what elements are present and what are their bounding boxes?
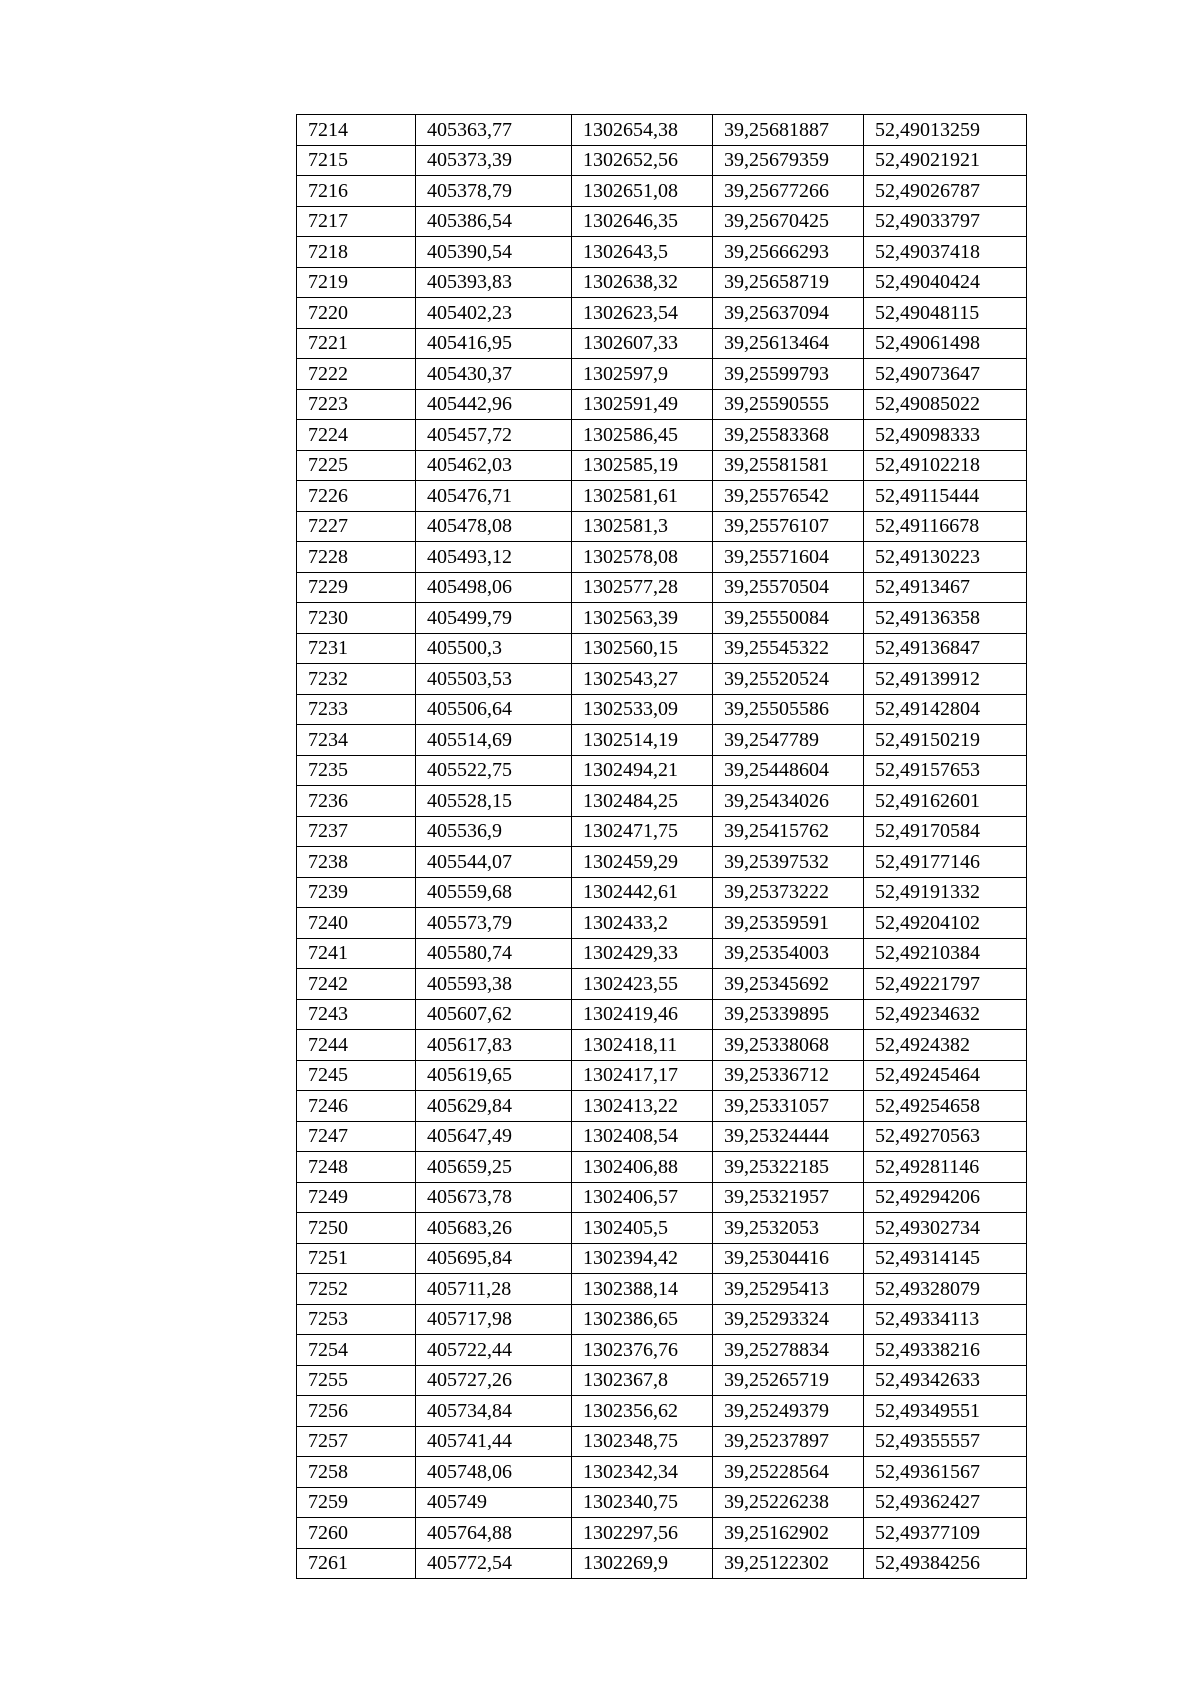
x-coordinate-cell: 405457,72 — [416, 420, 572, 451]
point-number-cell: 7237 — [297, 816, 416, 847]
table-row — [297, 633, 1027, 664]
x-coordinate-cell: 405593,38 — [416, 969, 572, 1000]
x-coordinate-cell: 405544,07 — [416, 847, 572, 878]
longitude-cell: 39,25339895 — [713, 999, 864, 1030]
y-coordinate-cell: 1302459,29 — [572, 847, 713, 878]
x-coordinate-cell: 405499,79 — [416, 603, 572, 634]
y-coordinate-cell: 1302388,14 — [572, 1274, 713, 1305]
latitude-cell: 52,49170584 — [864, 816, 1027, 847]
latitude-cell: 52,49362427 — [864, 1487, 1027, 1518]
table-row — [297, 816, 1027, 847]
x-coordinate-cell: 405493,12 — [416, 542, 572, 573]
longitude-cell: 39,25448604 — [713, 755, 864, 786]
point-number-cell: 7259 — [297, 1487, 416, 1518]
table-row — [297, 1274, 1027, 1305]
table-row — [297, 450, 1027, 481]
latitude-cell: 52,49150219 — [864, 725, 1027, 756]
longitude-cell: 39,25581581 — [713, 450, 864, 481]
latitude-cell: 52,4913467 — [864, 572, 1027, 603]
latitude-cell: 52,49245464 — [864, 1060, 1027, 1091]
latitude-cell: 52,49361567 — [864, 1457, 1027, 1488]
y-coordinate-cell: 1302646,35 — [572, 206, 713, 237]
longitude-cell: 39,25520524 — [713, 664, 864, 695]
y-coordinate-cell: 1302405,5 — [572, 1213, 713, 1244]
y-coordinate-cell: 1302654,38 — [572, 115, 713, 146]
longitude-cell: 39,25613464 — [713, 328, 864, 359]
table-row — [297, 1335, 1027, 1366]
point-number-cell: 7239 — [297, 877, 416, 908]
table-row — [297, 328, 1027, 359]
y-coordinate-cell: 1302367,8 — [572, 1365, 713, 1396]
y-coordinate-cell: 1302581,3 — [572, 511, 713, 542]
x-coordinate-cell: 405764,88 — [416, 1518, 572, 1549]
table-row — [297, 847, 1027, 878]
point-number-cell: 7231 — [297, 633, 416, 664]
longitude-cell: 39,25293324 — [713, 1304, 864, 1335]
longitude-cell: 39,25583368 — [713, 420, 864, 451]
latitude-cell: 52,49040424 — [864, 267, 1027, 298]
longitude-cell: 39,25397532 — [713, 847, 864, 878]
x-coordinate-cell: 405514,69 — [416, 725, 572, 756]
point-number-cell: 7235 — [297, 755, 416, 786]
y-coordinate-cell: 1302638,32 — [572, 267, 713, 298]
latitude-cell: 52,49102218 — [864, 450, 1027, 481]
x-coordinate-cell: 405695,84 — [416, 1243, 572, 1274]
table-row — [297, 1487, 1027, 1518]
y-coordinate-cell: 1302586,45 — [572, 420, 713, 451]
latitude-cell: 52,49085022 — [864, 389, 1027, 420]
y-coordinate-cell: 1302297,56 — [572, 1518, 713, 1549]
x-coordinate-cell: 405416,95 — [416, 328, 572, 359]
point-number-cell: 7226 — [297, 481, 416, 512]
latitude-cell: 52,49177146 — [864, 847, 1027, 878]
table-row — [297, 1396, 1027, 1427]
point-number-cell: 7261 — [297, 1548, 416, 1579]
longitude-cell: 39,25681887 — [713, 115, 864, 146]
table-row — [297, 1304, 1027, 1335]
x-coordinate-cell: 405373,39 — [416, 145, 572, 176]
point-number-cell: 7217 — [297, 206, 416, 237]
longitude-cell: 39,25162902 — [713, 1518, 864, 1549]
point-number-cell: 7216 — [297, 176, 416, 207]
longitude-cell: 39,25677266 — [713, 176, 864, 207]
y-coordinate-cell: 1302591,49 — [572, 389, 713, 420]
y-coordinate-cell: 1302563,39 — [572, 603, 713, 634]
point-number-cell: 7223 — [297, 389, 416, 420]
table-row — [297, 1365, 1027, 1396]
longitude-cell: 39,25571604 — [713, 542, 864, 573]
point-number-cell: 7215 — [297, 145, 416, 176]
x-coordinate-cell: 405442,96 — [416, 389, 572, 420]
latitude-cell: 52,49349551 — [864, 1396, 1027, 1427]
x-coordinate-cell: 405386,54 — [416, 206, 572, 237]
latitude-cell: 52,49162601 — [864, 786, 1027, 817]
x-coordinate-cell: 405559,68 — [416, 877, 572, 908]
longitude-cell: 39,25228564 — [713, 1457, 864, 1488]
longitude-cell: 39,25338068 — [713, 1030, 864, 1061]
point-number-cell: 7238 — [297, 847, 416, 878]
table-row — [297, 999, 1027, 1030]
latitude-cell: 52,49037418 — [864, 237, 1027, 268]
latitude-cell: 52,49013259 — [864, 115, 1027, 146]
x-coordinate-cell: 405619,65 — [416, 1060, 572, 1091]
x-coordinate-cell: 405629,84 — [416, 1091, 572, 1122]
point-number-cell: 7232 — [297, 664, 416, 695]
table-row — [297, 1121, 1027, 1152]
longitude-cell: 39,2532053 — [713, 1213, 864, 1244]
table-row — [297, 1030, 1027, 1061]
point-number-cell: 7253 — [297, 1304, 416, 1335]
longitude-cell: 39,25505586 — [713, 694, 864, 725]
x-coordinate-cell: 405647,49 — [416, 1121, 572, 1152]
latitude-cell: 52,49139912 — [864, 664, 1027, 695]
point-number-cell: 7247 — [297, 1121, 416, 1152]
table-row — [297, 1213, 1027, 1244]
x-coordinate-cell: 405741,44 — [416, 1426, 572, 1457]
y-coordinate-cell: 1302471,75 — [572, 816, 713, 847]
table-row — [297, 481, 1027, 512]
point-number-cell: 7245 — [297, 1060, 416, 1091]
longitude-cell: 39,25545322 — [713, 633, 864, 664]
longitude-cell: 39,25570504 — [713, 572, 864, 603]
table-row — [297, 1152, 1027, 1183]
latitude-cell: 52,49234632 — [864, 999, 1027, 1030]
longitude-cell: 39,25249379 — [713, 1396, 864, 1427]
latitude-cell: 52,49204102 — [864, 908, 1027, 939]
longitude-cell: 39,25237897 — [713, 1426, 864, 1457]
y-coordinate-cell: 1302417,17 — [572, 1060, 713, 1091]
longitude-cell: 39,25576107 — [713, 511, 864, 542]
longitude-cell: 39,25576542 — [713, 481, 864, 512]
coordinates-table — [296, 114, 1027, 1579]
x-coordinate-cell: 405659,25 — [416, 1152, 572, 1183]
y-coordinate-cell: 1302386,65 — [572, 1304, 713, 1335]
y-coordinate-cell: 1302652,56 — [572, 145, 713, 176]
longitude-cell: 39,25122302 — [713, 1548, 864, 1579]
x-coordinate-cell: 405573,79 — [416, 908, 572, 939]
table-row — [297, 145, 1027, 176]
x-coordinate-cell: 405478,08 — [416, 511, 572, 542]
y-coordinate-cell: 1302585,19 — [572, 450, 713, 481]
table-row — [297, 1457, 1027, 1488]
latitude-cell: 52,49270563 — [864, 1121, 1027, 1152]
y-coordinate-cell: 1302578,08 — [572, 542, 713, 573]
latitude-cell: 52,4924382 — [864, 1030, 1027, 1061]
point-number-cell: 7257 — [297, 1426, 416, 1457]
y-coordinate-cell: 1302376,76 — [572, 1335, 713, 1366]
latitude-cell: 52,49026787 — [864, 176, 1027, 207]
x-coordinate-cell: 405717,98 — [416, 1304, 572, 1335]
longitude-cell: 39,25336712 — [713, 1060, 864, 1091]
x-coordinate-cell: 405607,62 — [416, 999, 572, 1030]
y-coordinate-cell: 1302408,54 — [572, 1121, 713, 1152]
longitude-cell: 39,25265719 — [713, 1365, 864, 1396]
table-row — [297, 1518, 1027, 1549]
y-coordinate-cell: 1302643,5 — [572, 237, 713, 268]
latitude-cell: 52,49142804 — [864, 694, 1027, 725]
table-row — [297, 420, 1027, 451]
coordinates-table-body — [297, 115, 1027, 1579]
y-coordinate-cell: 1302340,75 — [572, 1487, 713, 1518]
point-number-cell: 7250 — [297, 1213, 416, 1244]
point-number-cell: 7255 — [297, 1365, 416, 1396]
latitude-cell: 52,49021921 — [864, 145, 1027, 176]
point-number-cell: 7240 — [297, 908, 416, 939]
x-coordinate-cell: 405734,84 — [416, 1396, 572, 1427]
point-number-cell: 7222 — [297, 359, 416, 390]
longitude-cell: 39,25359591 — [713, 908, 864, 939]
latitude-cell: 52,49210384 — [864, 938, 1027, 969]
x-coordinate-cell: 405522,75 — [416, 755, 572, 786]
x-coordinate-cell: 405363,77 — [416, 115, 572, 146]
point-number-cell: 7229 — [297, 572, 416, 603]
longitude-cell: 39,25637094 — [713, 298, 864, 329]
y-coordinate-cell: 1302419,46 — [572, 999, 713, 1030]
longitude-cell: 39,25331057 — [713, 1091, 864, 1122]
table-row — [297, 755, 1027, 786]
y-coordinate-cell: 1302406,88 — [572, 1152, 713, 1183]
point-number-cell: 7233 — [297, 694, 416, 725]
table-row — [297, 786, 1027, 817]
table-row — [297, 877, 1027, 908]
latitude-cell: 52,49294206 — [864, 1182, 1027, 1213]
point-number-cell: 7244 — [297, 1030, 416, 1061]
latitude-cell: 52,49033797 — [864, 206, 1027, 237]
table-row — [297, 1243, 1027, 1274]
latitude-cell: 52,49061498 — [864, 328, 1027, 359]
table-row — [297, 542, 1027, 573]
latitude-cell: 52,49338216 — [864, 1335, 1027, 1366]
y-coordinate-cell: 1302623,54 — [572, 298, 713, 329]
y-coordinate-cell: 1302581,61 — [572, 481, 713, 512]
longitude-cell: 39,25278834 — [713, 1335, 864, 1366]
x-coordinate-cell: 405528,15 — [416, 786, 572, 817]
point-number-cell: 7252 — [297, 1274, 416, 1305]
latitude-cell: 52,49377109 — [864, 1518, 1027, 1549]
point-number-cell: 7258 — [297, 1457, 416, 1488]
table-row — [297, 969, 1027, 1000]
x-coordinate-cell: 405673,78 — [416, 1182, 572, 1213]
x-coordinate-cell: 405378,79 — [416, 176, 572, 207]
latitude-cell: 52,49355557 — [864, 1426, 1027, 1457]
longitude-cell: 39,25434026 — [713, 786, 864, 817]
y-coordinate-cell: 1302577,28 — [572, 572, 713, 603]
table-row — [297, 511, 1027, 542]
x-coordinate-cell: 405536,9 — [416, 816, 572, 847]
longitude-cell: 39,25345692 — [713, 969, 864, 1000]
longitude-cell: 39,25322185 — [713, 1152, 864, 1183]
point-number-cell: 7220 — [297, 298, 416, 329]
point-number-cell: 7227 — [297, 511, 416, 542]
latitude-cell: 52,49254658 — [864, 1091, 1027, 1122]
point-number-cell: 7243 — [297, 999, 416, 1030]
latitude-cell: 52,49328079 — [864, 1274, 1027, 1305]
point-number-cell: 7230 — [297, 603, 416, 634]
table-row — [297, 206, 1027, 237]
longitude-cell: 39,25599793 — [713, 359, 864, 390]
y-coordinate-cell: 1302413,22 — [572, 1091, 713, 1122]
table-row — [297, 694, 1027, 725]
y-coordinate-cell: 1302269,9 — [572, 1548, 713, 1579]
y-coordinate-cell: 1302418,11 — [572, 1030, 713, 1061]
longitude-cell: 39,25321957 — [713, 1182, 864, 1213]
table-row — [297, 1426, 1027, 1457]
point-number-cell: 7236 — [297, 786, 416, 817]
table-row — [297, 725, 1027, 756]
table-row — [297, 1060, 1027, 1091]
point-number-cell: 7249 — [297, 1182, 416, 1213]
longitude-cell: 39,25354003 — [713, 938, 864, 969]
y-coordinate-cell: 1302394,42 — [572, 1243, 713, 1274]
table-row — [297, 267, 1027, 298]
point-number-cell: 7246 — [297, 1091, 416, 1122]
y-coordinate-cell: 1302484,25 — [572, 786, 713, 817]
y-coordinate-cell: 1302597,9 — [572, 359, 713, 390]
y-coordinate-cell: 1302348,75 — [572, 1426, 713, 1457]
point-number-cell: 7228 — [297, 542, 416, 573]
x-coordinate-cell: 405748,06 — [416, 1457, 572, 1488]
table-row — [297, 1548, 1027, 1579]
x-coordinate-cell: 405683,26 — [416, 1213, 572, 1244]
longitude-cell: 39,25324444 — [713, 1121, 864, 1152]
point-number-cell: 7219 — [297, 267, 416, 298]
table-row — [297, 115, 1027, 146]
table-row — [297, 664, 1027, 695]
x-coordinate-cell: 405402,23 — [416, 298, 572, 329]
longitude-cell: 39,25590555 — [713, 389, 864, 420]
table-row — [297, 176, 1027, 207]
y-coordinate-cell: 1302433,2 — [572, 908, 713, 939]
longitude-cell: 39,25226238 — [713, 1487, 864, 1518]
y-coordinate-cell: 1302543,27 — [572, 664, 713, 695]
table-row — [297, 572, 1027, 603]
x-coordinate-cell: 405393,83 — [416, 267, 572, 298]
latitude-cell: 52,49157653 — [864, 755, 1027, 786]
point-number-cell: 7242 — [297, 969, 416, 1000]
latitude-cell: 52,49130223 — [864, 542, 1027, 573]
longitude-cell: 39,25666293 — [713, 237, 864, 268]
longitude-cell: 39,25550084 — [713, 603, 864, 634]
point-number-cell: 7234 — [297, 725, 416, 756]
x-coordinate-cell: 405580,74 — [416, 938, 572, 969]
x-coordinate-cell: 405390,54 — [416, 237, 572, 268]
latitude-cell: 52,49136358 — [864, 603, 1027, 634]
x-coordinate-cell: 405500,3 — [416, 633, 572, 664]
table-row — [297, 237, 1027, 268]
latitude-cell: 52,49342633 — [864, 1365, 1027, 1396]
x-coordinate-cell: 405722,44 — [416, 1335, 572, 1366]
longitude-cell: 39,2547789 — [713, 725, 864, 756]
x-coordinate-cell: 405506,64 — [416, 694, 572, 725]
y-coordinate-cell: 1302607,33 — [572, 328, 713, 359]
y-coordinate-cell: 1302356,62 — [572, 1396, 713, 1427]
table-row — [297, 938, 1027, 969]
x-coordinate-cell: 405498,06 — [416, 572, 572, 603]
latitude-cell: 52,49221797 — [864, 969, 1027, 1000]
point-number-cell: 7241 — [297, 938, 416, 969]
y-coordinate-cell: 1302514,19 — [572, 725, 713, 756]
latitude-cell: 52,49302734 — [864, 1213, 1027, 1244]
x-coordinate-cell: 405476,71 — [416, 481, 572, 512]
y-coordinate-cell: 1302429,33 — [572, 938, 713, 969]
longitude-cell: 39,25670425 — [713, 206, 864, 237]
y-coordinate-cell: 1302651,08 — [572, 176, 713, 207]
latitude-cell: 52,49314145 — [864, 1243, 1027, 1274]
latitude-cell: 52,49116678 — [864, 511, 1027, 542]
longitude-cell: 39,25373222 — [713, 877, 864, 908]
point-number-cell: 7218 — [297, 237, 416, 268]
latitude-cell: 52,49334113 — [864, 1304, 1027, 1335]
longitude-cell: 39,25679359 — [713, 145, 864, 176]
latitude-cell: 52,49048115 — [864, 298, 1027, 329]
x-coordinate-cell: 405503,53 — [416, 664, 572, 695]
x-coordinate-cell: 405617,83 — [416, 1030, 572, 1061]
longitude-cell: 39,25304416 — [713, 1243, 864, 1274]
x-coordinate-cell: 405462,03 — [416, 450, 572, 481]
longitude-cell: 39,25658719 — [713, 267, 864, 298]
table-row — [297, 603, 1027, 634]
x-coordinate-cell: 405430,37 — [416, 359, 572, 390]
latitude-cell: 52,49191332 — [864, 877, 1027, 908]
table-row — [297, 298, 1027, 329]
latitude-cell: 52,49281146 — [864, 1152, 1027, 1183]
longitude-cell: 39,25295413 — [713, 1274, 864, 1305]
point-number-cell: 7214 — [297, 115, 416, 146]
y-coordinate-cell: 1302533,09 — [572, 694, 713, 725]
table-row — [297, 908, 1027, 939]
point-number-cell: 7248 — [297, 1152, 416, 1183]
longitude-cell: 39,25415762 — [713, 816, 864, 847]
latitude-cell: 52,49136847 — [864, 633, 1027, 664]
point-number-cell: 7251 — [297, 1243, 416, 1274]
point-number-cell: 7254 — [297, 1335, 416, 1366]
latitude-cell: 52,49115444 — [864, 481, 1027, 512]
point-number-cell: 7256 — [297, 1396, 416, 1427]
table-row — [297, 1091, 1027, 1122]
table-row — [297, 359, 1027, 390]
table-row — [297, 389, 1027, 420]
y-coordinate-cell: 1302423,55 — [572, 969, 713, 1000]
x-coordinate-cell: 405749 — [416, 1487, 572, 1518]
latitude-cell: 52,49384256 — [864, 1548, 1027, 1579]
point-number-cell: 7224 — [297, 420, 416, 451]
x-coordinate-cell: 405711,28 — [416, 1274, 572, 1305]
latitude-cell: 52,49098333 — [864, 420, 1027, 451]
point-number-cell: 7221 — [297, 328, 416, 359]
y-coordinate-cell: 1302494,21 — [572, 755, 713, 786]
table-row — [297, 1182, 1027, 1213]
latitude-cell: 52,49073647 — [864, 359, 1027, 390]
y-coordinate-cell: 1302406,57 — [572, 1182, 713, 1213]
y-coordinate-cell: 1302342,34 — [572, 1457, 713, 1488]
x-coordinate-cell: 405727,26 — [416, 1365, 572, 1396]
y-coordinate-cell: 1302560,15 — [572, 633, 713, 664]
point-number-cell: 7260 — [297, 1518, 416, 1549]
x-coordinate-cell: 405772,54 — [416, 1548, 572, 1579]
y-coordinate-cell: 1302442,61 — [572, 877, 713, 908]
point-number-cell: 7225 — [297, 450, 416, 481]
